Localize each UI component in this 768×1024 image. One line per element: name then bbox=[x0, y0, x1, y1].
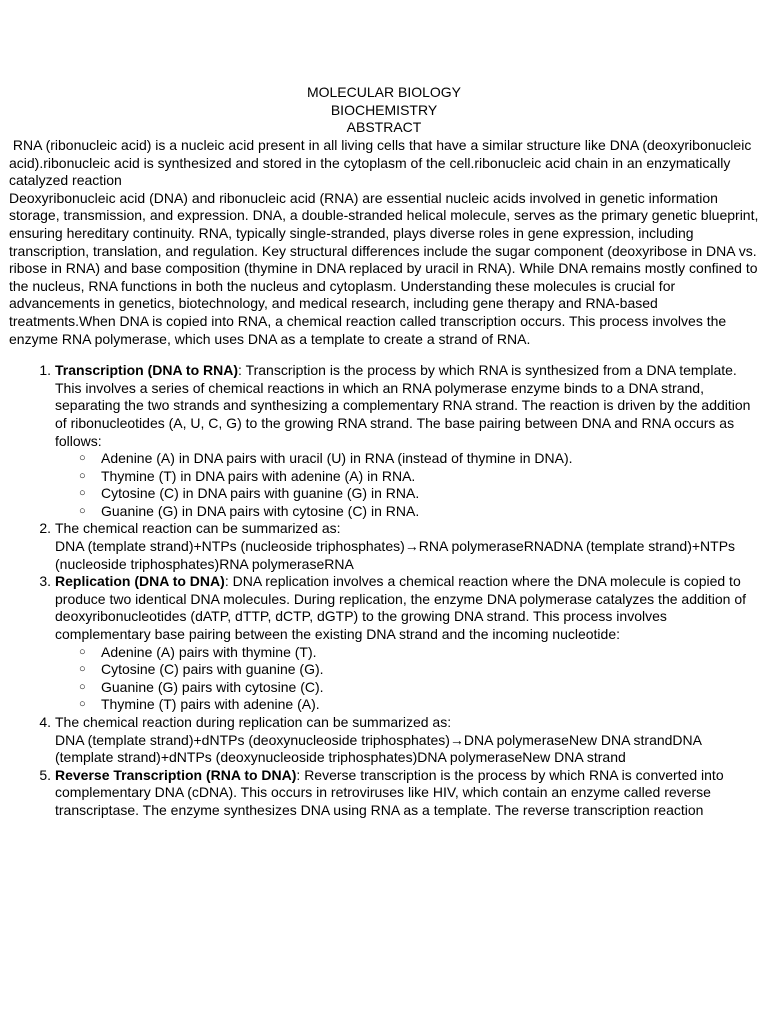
circle-bullet-icon: ○ bbox=[79, 469, 86, 482]
item-text: The chemical reaction can be summarized as: bbox=[55, 520, 341, 537]
bullet-item: ○ Cytosine (C) in DNA pairs with guanine (G) in RNA. bbox=[79, 485, 420, 502]
item-text: : Transcription is the process by which RNA is synthesized from a DNA template. This involves a series of chemical reactions in which an RNA polymerase enzyme binds to a DNA strand, separating the two strands and synthesizing a complementary RNA strand. The reaction is driven by the addition of ribonucleotides (A, U, C, G) to the growing RNA strand. The base pairing between DNA and RNA occurs as follows: bbox=[55, 362, 751, 449]
list-item-replication-equation bbox=[39, 714, 761, 767]
bullet-item: ○ Adenine (A) in DNA pairs with uracil (U) in RNA (instead of thymine in DNA). bbox=[79, 450, 573, 467]
list-number: 5. bbox=[39, 766, 51, 783]
abstract-paragraph: Deoxyribonucleic acid (DNA) and ribonucleic acid (RNA) are essential nucleic acids involved in genetic information storage, transmission, and expression. DNA, a double-stranded helical molecule, serves as the primary genetic blueprint, ensuring hereditary continuity. RNA, typically single-stranded, plays diverse roles in gene expression, including transcription, translation, and regulation. Key structural differences include the sugar component (deoxyribose in DNA vs. ribose in RNA) and base composition (thymine in DNA replaced by uracil in RNA). While DNA remains mostly confined to the nucleus, RNA functions in both the nucleus and cytoplasm. Understanding these molecules is crucial for advancements in genetics, biotechnology, and medical research, including gene therapy and RNA-based treatments.When DNA is copied into RNA, a chemical reaction called transcription occurs. This process involves the enzyme RNA polymerase, which uses DNA as a template to create a strand of RNA. bbox=[9, 189, 759, 347]
item-title: Transcription (DNA to RNA) bbox=[55, 362, 239, 379]
list-item-transcription-equation bbox=[39, 520, 761, 573]
list-item-transcription bbox=[39, 362, 761, 520]
heading-abstract: ABSTRACT bbox=[346, 119, 422, 136]
circle-bullet-icon: ○ bbox=[79, 504, 86, 517]
list-number: 2. bbox=[39, 520, 51, 537]
bullet-item: ○ Thymine (T) pairs with adenine (A). bbox=[79, 696, 320, 713]
numbered-list bbox=[9, 362, 761, 819]
heading-block bbox=[0, 84, 768, 137]
bullet-item: ○ Thymine (T) in DNA pairs with adenine (A) in RNA. bbox=[79, 467, 416, 484]
list-number: 3. bbox=[39, 573, 51, 590]
item-text: : DNA replication involves a chemical reaction where the DNA molecule is copied to produce two identical DNA molecules. During replication, the enzyme DNA polymerase catalyzes the addition of deoxyribonucleotides (dATP, dTTP, dCTP, dGTP) to the growing DNA strand. This process involves complementary base pairing between the existing DNA strand and the incoming nucleotide: bbox=[55, 573, 747, 643]
equation-text: DNA (template strand)+NTPs (nucleoside triphosphates)→RNA polymeraseRNADNA (template strand)+NTPs (nucleoside triphosphates)RNA polymeraseRNA bbox=[55, 538, 736, 572]
circle-bullet-icon: ○ bbox=[79, 452, 86, 465]
item-text: : Reverse transcription is the process by which RNA is converted into complementary DNA (cDNA). This occurs in retroviruses like HIV, which contain an enzyme called reverse transcriptase. The enzyme synthesizes DNA using RNA as a template. The reverse transcription reaction bbox=[55, 766, 724, 818]
bullet-item: ○ Adenine (A) pairs with thymine (T). bbox=[79, 643, 317, 660]
bullet-item: ○ Cytosine (C) pairs with guanine (G). bbox=[79, 661, 324, 678]
bullet-list bbox=[55, 644, 761, 714]
bullet-item: ○ Guanine (G) in DNA pairs with cytosine (C) in RNA. bbox=[79, 502, 420, 519]
list-number: 1. bbox=[39, 362, 51, 379]
intro-paragraph: RNA (ribonucleic acid) is a nucleic acid present in all living cells that have a similar structure like DNA (deoxyribonucleic acid).ribonucleic acid is synthesized and stored in the cytoplasm of the cell.ribonucleic acid chain in an enzymatically catalyzed reaction bbox=[9, 137, 756, 189]
circle-bullet-icon: ○ bbox=[79, 645, 86, 658]
bullet-list bbox=[55, 450, 761, 520]
heading-molecular-biology: MOLECULAR BIOLOGY bbox=[306, 84, 462, 100]
equation-text: DNA (template strand)+dNTPs (deoxynucleoside triphosphates)→DNA polymeraseNew DNA strandDNA (template strand)+dNTPs (deoxynucleoside triphosphates)DNA polymeraseNew DNA strand bbox=[55, 731, 702, 766]
circle-bullet-icon: ○ bbox=[79, 487, 86, 500]
heading-biochemistry: BIOCHEMISTRY bbox=[330, 101, 438, 118]
list-item-replication bbox=[39, 573, 761, 714]
list-number: 4. bbox=[39, 714, 51, 730]
circle-bullet-icon: ○ bbox=[79, 663, 86, 676]
item-text: The chemical reaction during replication can be summarized as: bbox=[55, 714, 452, 730]
body-text bbox=[9, 137, 761, 820]
spacer bbox=[9, 348, 761, 362]
item-title: Reverse Transcription (RNA to DNA) bbox=[55, 766, 297, 783]
bullet-item: ○ Guanine (G) pairs with cytosine (C). bbox=[79, 678, 324, 695]
item-title: Replication (DNA to DNA) bbox=[55, 573, 225, 590]
circle-bullet-icon: ○ bbox=[79, 680, 86, 693]
list-item-reverse-transcription bbox=[39, 766, 761, 820]
circle-bullet-icon: ○ bbox=[79, 698, 86, 711]
